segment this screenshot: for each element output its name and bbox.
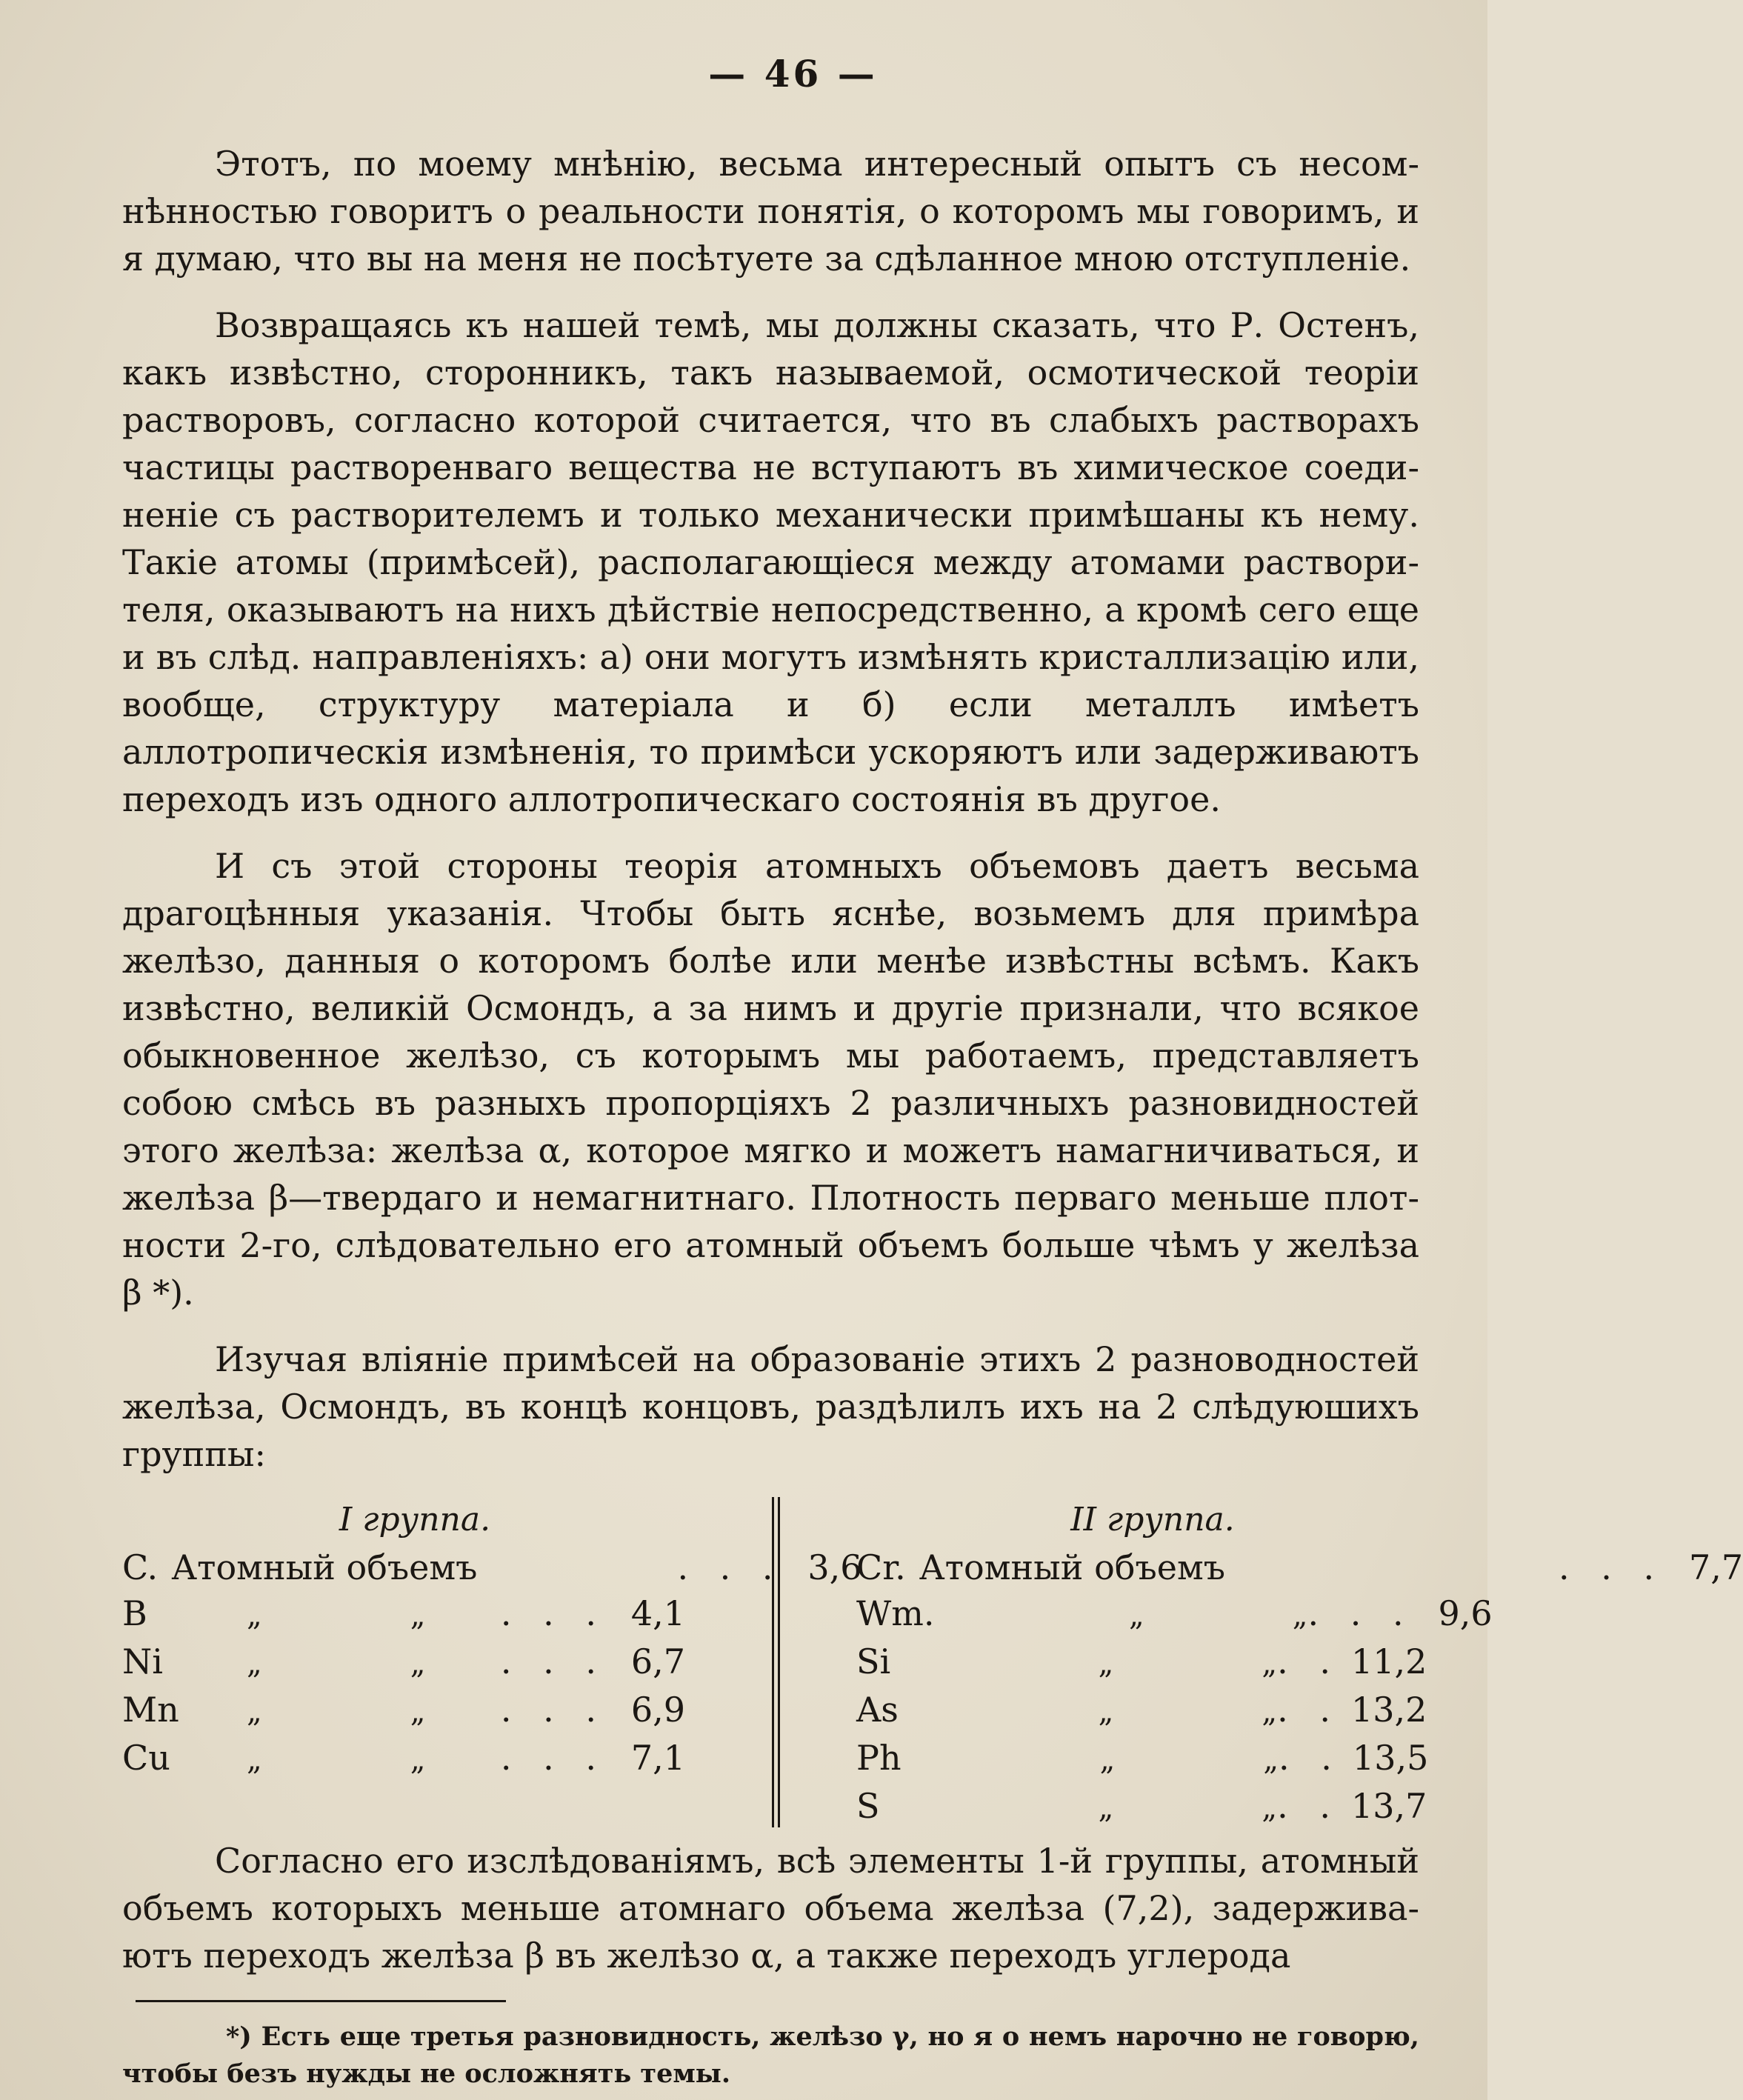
atomic-volume-value: 7,1: [630, 1738, 685, 1778]
ditto-mark: „: [247, 1647, 262, 1681]
atomic-volume-value: 6,9: [630, 1690, 685, 1730]
ditto-mark: „: [410, 1647, 426, 1681]
footnote-rule: [136, 2000, 506, 2002]
ditto-mark: „: [247, 1695, 262, 1729]
paragraph-2: Возвращаясь къ нашей темѣ, мы должны сказать, что Р. Остенъ, какъ извѣстно, сторонникъ, такъ называемой, осмотической теоріи растворовъ, согласно которой считается, что въ слабыхъ растворахъ частицы растворенваго вещества не вступаютъ въ химическое соединеніе съ растворителемъ и только механически примѣшаны къ нему. Такіе атомы (примѣсей), располагающіеся между атомами растворителя, оказываютъ на нихъ дѣйствіе непосредственно, а кромѣ сего еще и въ слѣд. направленіяхъ: а) они могутъ измѣнять кристаллизацію или, вообще, структуру матеріала и б) если металлъ имѣетъ аллотропическія измѣненія, то примѣси ускоряютъ или задерживаютъ переходъ изъ одного аллотропическаго состоянія въ другое.: [122, 305, 1419, 819]
paragraph-3: И съ этой стороны теорія атомныхъ объемовъ даетъ весьма драгоцѣнныя указанія. Чтобы быть яснѣе, возьмемъ для примѣра желѣзо, данныя о которомъ болѣе или менѣе извѣстны всѣмъ. Какъ извѣстно, великій Осмондъ, а за нимъ и другіе признали, что всякое обыкновенное желѣзо, съ которымъ мы работаемъ, представляетъ собою смѣсь въ разныхъ пропорціяхъ 2 различныхъ разновидностей этого желѣза: желѣза α, которое мягко и можетъ намагничиваться, и желѣза β—твердаго и немагнитнаго. Плотность перваго меньше плотности 2-го, слѣдовательно его атомный объемъ больше чѣмъ у желѣза β *).: [122, 846, 1419, 1313]
ditto-mark: „: [1263, 1743, 1279, 1777]
atomic-volume-value: 13,7: [1351, 1786, 1427, 1826]
body-text: [122, 140, 1743, 1979]
footnote: *) Есть еще третья разновидность, желѣзо γ, но я о немъ нарочно не говорю, чтобы безъ нужды не осложнять темы.: [122, 2021, 1419, 2089]
table-row: [122, 1544, 862, 1590]
table-row: [856, 1590, 1493, 1639]
ditto-mark: „: [1098, 1791, 1114, 1825]
atomic-volume-tables: [122, 1497, 1743, 1831]
element-symbol: S: [856, 1786, 880, 1826]
atomic-volume-value: 11,2: [1351, 1641, 1427, 1681]
element-symbol: C.: [122, 1547, 159, 1587]
table-row: [122, 1687, 685, 1735]
element-symbol: Cu: [122, 1738, 170, 1778]
element-symbol: B: [122, 1593, 147, 1633]
ditto-mark: „: [1129, 1599, 1144, 1633]
table-row: [122, 1590, 685, 1639]
row-label: Атомный объемъ: [919, 1547, 1226, 1587]
element-symbol: Cr.: [856, 1547, 906, 1587]
leader-dots: . .: [1277, 1690, 1341, 1730]
ditto-mark: „: [1098, 1695, 1114, 1729]
page-number: — 46 —: [708, 52, 878, 96]
group-2-table: [856, 1497, 1743, 1831]
table-row: [856, 1783, 1427, 1831]
ditto-mark: „: [410, 1599, 426, 1633]
table-divider: [772, 1497, 780, 1827]
ditto-mark: „: [247, 1743, 262, 1777]
atomic-volume-value: 9,6: [1438, 1593, 1493, 1633]
element-symbol: Ph: [856, 1738, 902, 1778]
closing-paragraph: Согласно его изслѣдованіямъ, всѣ элементы 1-й группы, атомный объемъ которыхъ меньше атомнаго объема желѣза (7,2), задерживаютъ переходъ желѣза β въ желѣзо α, а также переходъ углерода: [122, 1841, 1419, 1976]
group-2-title: II группа.: [1070, 1501, 1235, 1539]
ditto-mark: „: [1262, 1647, 1278, 1681]
table-row: [856, 1687, 1427, 1735]
paragraph-4: Изучая вліяніе примѣсей на образованіе этихъ 2 разноводностей желѣза, Осмондъ, въ концѣ концовъ, раздѣлилъ ихъ на 2 слѣдуюшихъ группы:: [122, 1339, 1419, 1474]
table-row: [856, 1639, 1427, 1687]
atomic-volume-value: 7,7: [1688, 1547, 1743, 1587]
paragraph-1: Этотъ, по моему мнѣнію, весьма интересный опытъ съ несомнѣнностью говоритъ о реальности понятія, о которомъ мы говоримъ, и я думаю, что вы на меня не посѣтуете за сдѣланное мною отступленіе.: [122, 144, 1419, 279]
group-1-table: [122, 1497, 862, 1831]
ditto-mark: „: [1262, 1695, 1278, 1729]
row-label: Атомный объемъ: [171, 1547, 478, 1587]
leader-dots: . . .: [500, 1641, 607, 1681]
element-symbol: Ni: [122, 1641, 163, 1681]
element-symbol: Si: [856, 1641, 891, 1681]
table-row: [856, 1544, 1743, 1590]
ditto-mark: „: [410, 1695, 426, 1729]
table-row: [122, 1639, 685, 1687]
ditto-mark: „: [1099, 1743, 1116, 1777]
ditto-mark: „: [247, 1599, 262, 1633]
leader-dots: . . .: [500, 1690, 607, 1730]
element-symbol: Wm.: [856, 1593, 935, 1633]
table-row: [856, 1735, 1429, 1783]
atomic-volume-value: 13,5: [1352, 1738, 1429, 1778]
ditto-mark: „: [410, 1743, 426, 1777]
leader-dots: . .: [1277, 1641, 1341, 1681]
element-symbol: Mn: [122, 1690, 179, 1730]
leader-dots: . .: [1277, 1786, 1341, 1826]
ditto-mark: „: [1262, 1791, 1278, 1825]
atomic-volume-value: 13,2: [1351, 1690, 1427, 1730]
leader-dots: . . .: [500, 1593, 607, 1633]
ditto-mark: „: [1292, 1599, 1308, 1633]
leader-dots: . . .: [677, 1547, 784, 1587]
atomic-volume-value: 6,7: [630, 1641, 685, 1681]
atomic-volume-value: 3,6: [807, 1547, 862, 1587]
leader-dots: . . .: [500, 1738, 607, 1778]
leader-dots: . . .: [1307, 1593, 1414, 1633]
leader-dots: . . .: [1559, 1547, 1665, 1587]
group-1-title: I группа.: [339, 1501, 491, 1539]
atomic-volume-value: 4,1: [630, 1593, 685, 1633]
ditto-mark: „: [1098, 1647, 1114, 1681]
element-symbol: As: [856, 1690, 899, 1730]
leader-dots: . .: [1279, 1738, 1342, 1778]
table-row: [122, 1735, 685, 1783]
